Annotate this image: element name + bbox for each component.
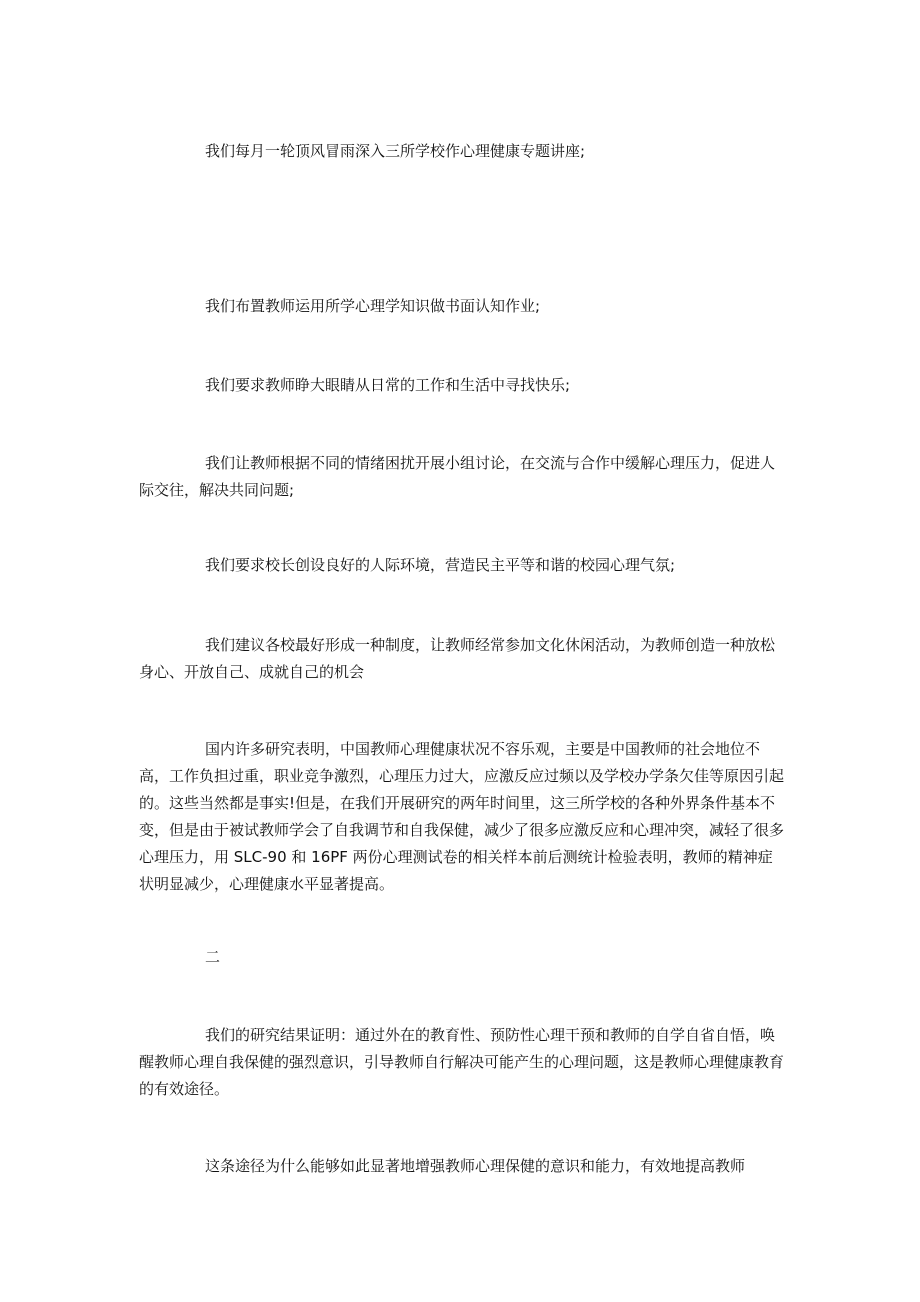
paragraph-research-conclusion: 我们的研究结果证明：通过外在的教育性、预防性心理干预和教师的自学自省自悟，唤醒教师心理自我保健的强烈意识，引导教师自行解决可能产生的心理问题，这是教师心理健康教育的有效途径。 — [139, 1026, 785, 1098]
paragraph-research-findings: 国内许多研究表明，中国教师心理健康状况不容乐观，主要是中国教师的社会地位不高，工作负担过重，职业竞争激烈，心理压力过大，应激反应过频以及学校办学条欠佳等原因引起的。这些当然都是事实!但是，在我们开展研究的两年时间里，这三所学校的各种外界条件基本不变，但是由于被试教师学会了自我调节和自我保健，减少了很多应激反应和心理冲突，减轻了很多心理压力，用 SLC-90 和 16PF 两份心理测试卷的相关样本前后测统计检验表明，教师的精神症状明显减少，心理健康水平显著提高。 — [139, 740, 785, 893]
paragraph-why-effective: 这条途径为什么能够如此显著地增强教师心理保健的意识和能力，有效地提高教师 — [205, 1157, 746, 1175]
paragraph-lectures: 我们每月一轮顶风冒雨深入三所学校作心理健康专题讲座; — [205, 142, 586, 160]
paragraph-group-discussion: 我们让教师根据不同的情绪困扰开展小组讨论，在交流与合作中缓解心理压力，促进人际交往，解决共同问题; — [139, 454, 776, 499]
paragraph-principal-environment: 我们要求校长创设良好的人际环境，营造民主平等和谐的校园心理气氛; — [205, 556, 676, 574]
paragraph-homework: 我们布置教师运用所学心理学知识做书面认知作业; — [205, 297, 541, 315]
paragraph-leisure-system: 我们建议各校最好形成一种制度，让教师经常参加文化休闲活动，为教师创造一种放松身心、开放自己、成就自己的机会 — [139, 636, 776, 681]
section-heading-two: 二 — [205, 948, 221, 966]
paragraph-find-happiness: 我们要求教师睁大眼睛从日常的工作和生活中寻找快乐; — [205, 376, 571, 394]
